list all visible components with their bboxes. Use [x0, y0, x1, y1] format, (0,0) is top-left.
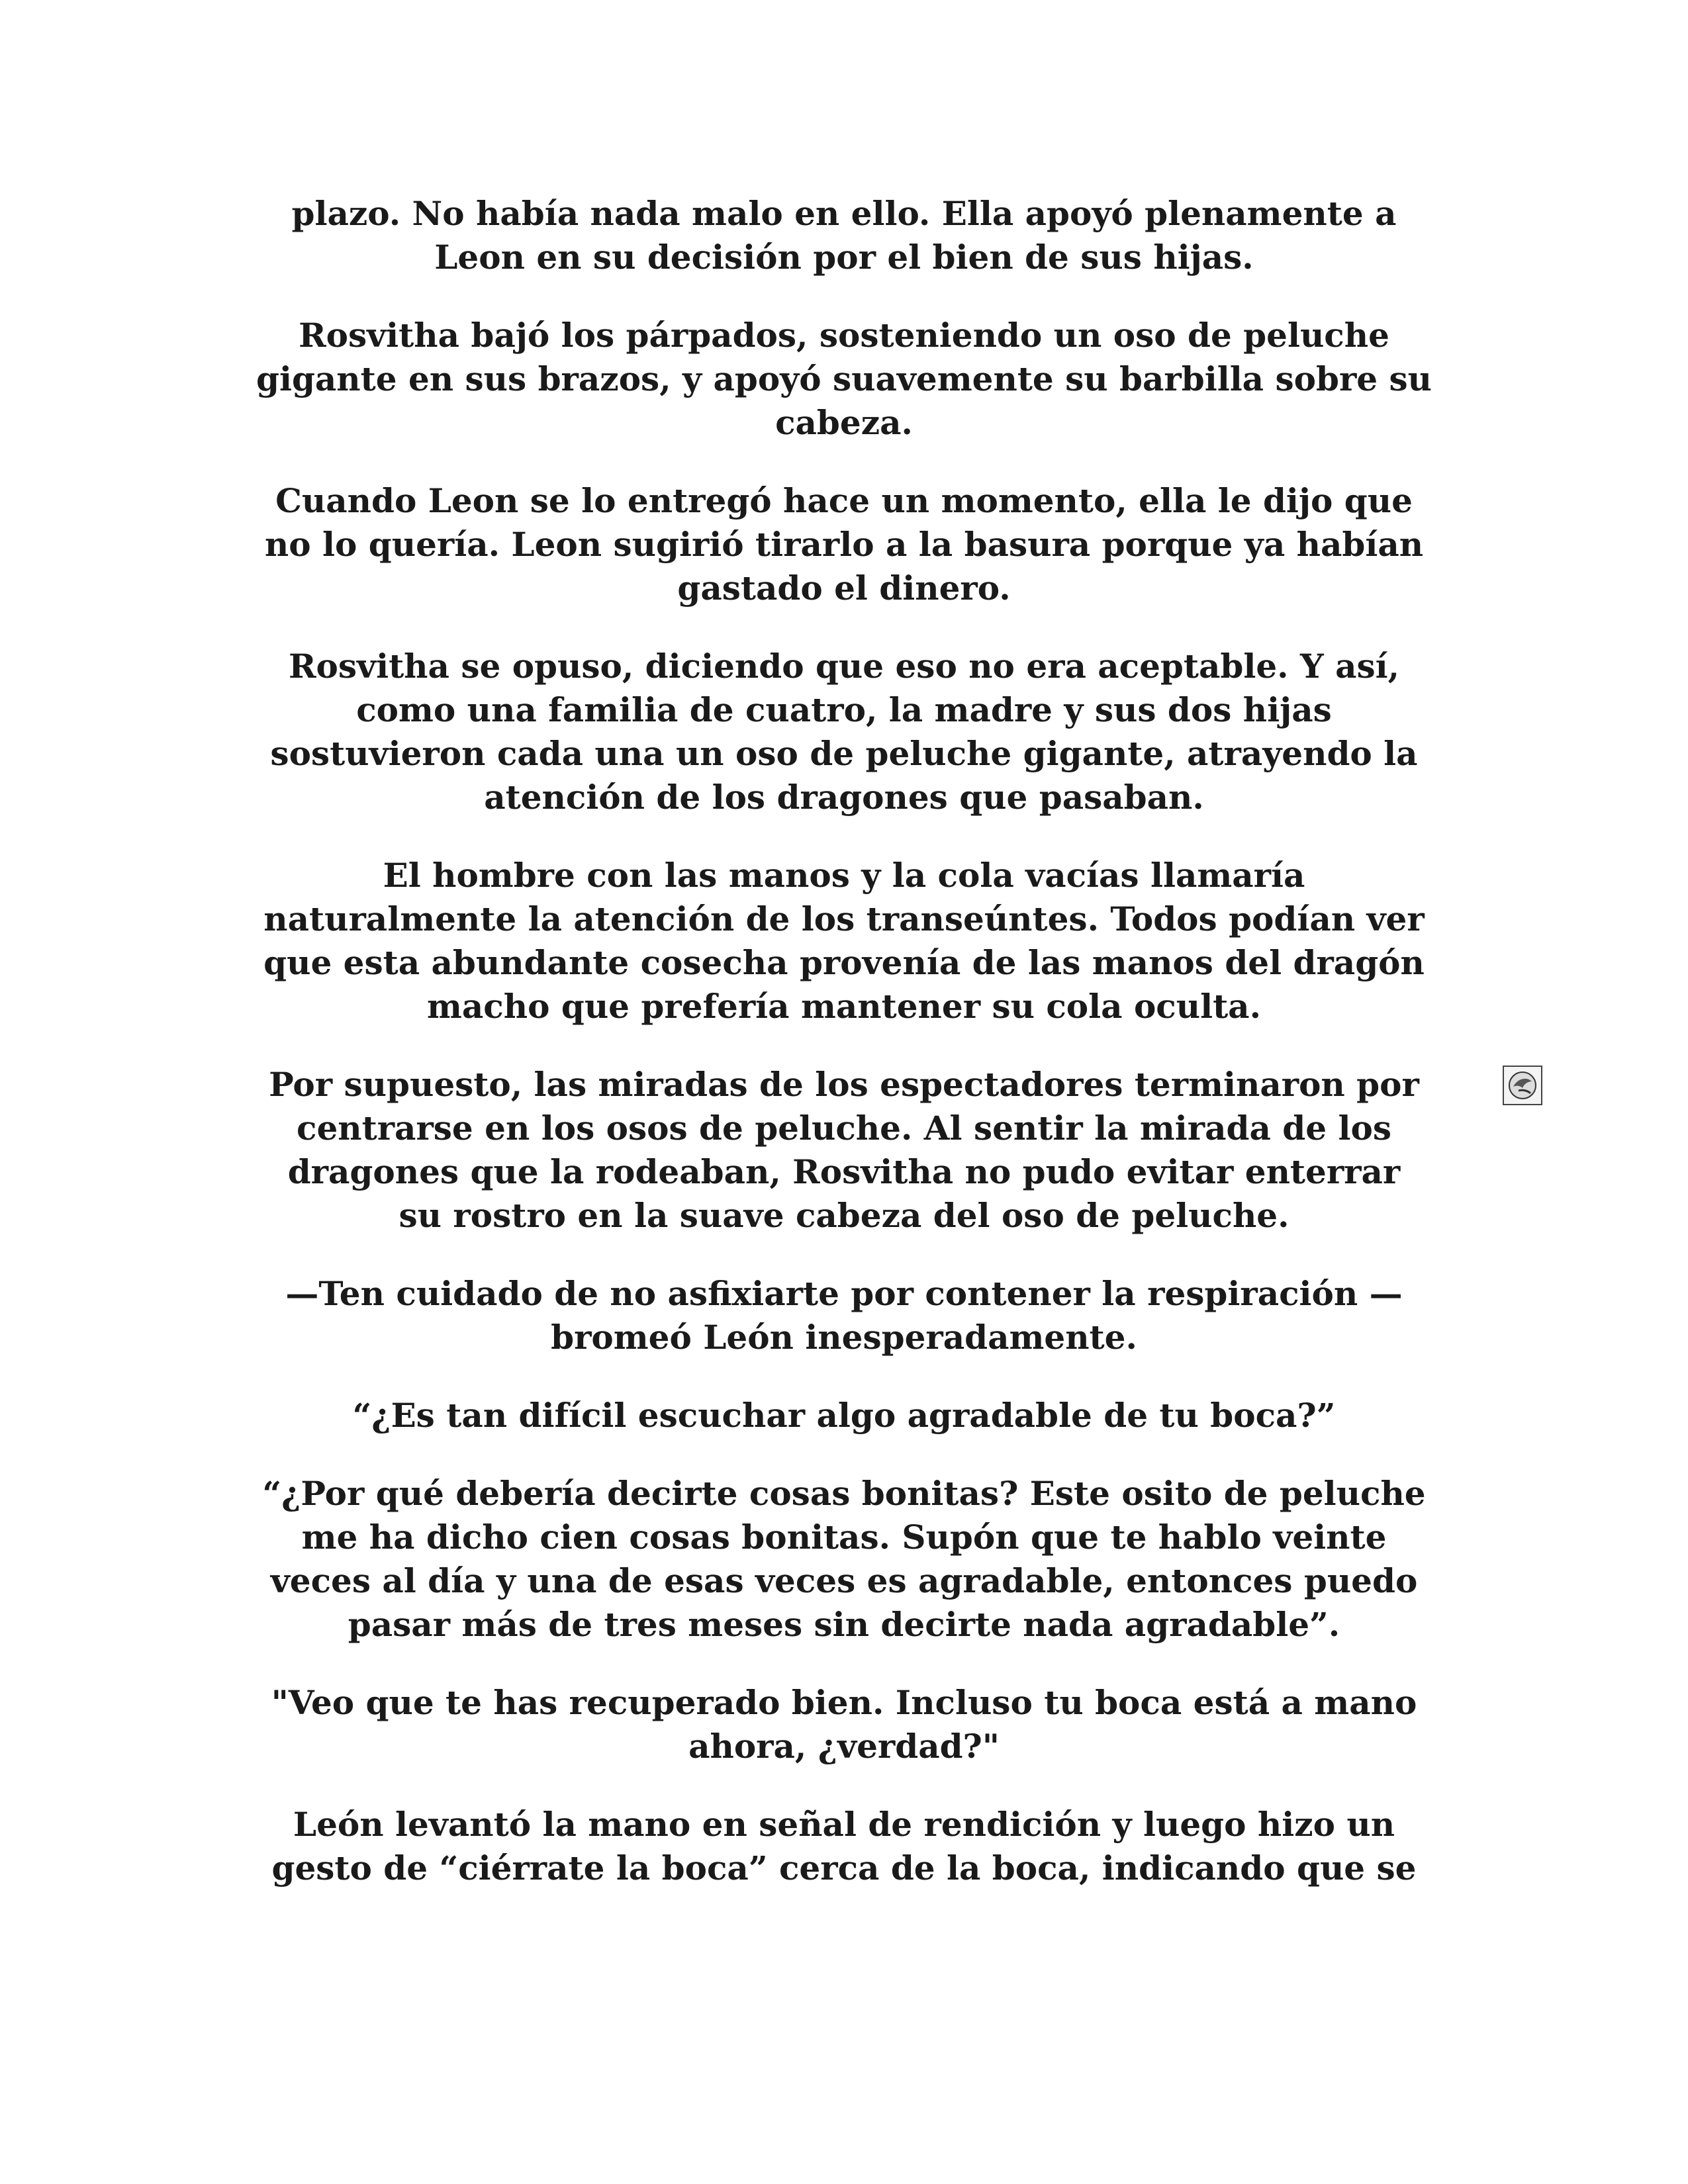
paragraph-8: “¿Es tan difícil escuchar algo agradable de tu boca?” [352, 1396, 1336, 1435]
paragraph-2: Rosvitha bajó los párpados, sosteniendo un oso de peluche gigante en sus brazos, y apoyó suavemente su barbilla sobre su cabeza. [256, 316, 1432, 442]
paragraph-6: Por supuesto, las miradas de los espectadores terminaron por centrarse en los osos de peluche. Al sentir la mirada de los dragones que la rodeaban, Rosvitha no pudo evitar enterrar su rostro en la suave cabeza del oso de peluche. [269, 1065, 1419, 1235]
paragraph-4: Rosvitha se opuso, diciendo que eso no era aceptable. Y así, como una familia de cuatro, la madre y sus dos hijas sostuvieron cada una un oso de peluche gigante, atrayendo la atención de los dragones que pasaban. [270, 647, 1418, 817]
paragraph-7: —Ten cuidado de no asfixiarte por contener la respiración — bromeó León inesperadamente. [285, 1274, 1403, 1357]
paragraph-10: "Veo que te has recuperado bien. Incluso tu boca está a mano ahora, ¿verdad?" [271, 1683, 1417, 1766]
paragraph-5: El hombre con las manos y la cola vacías llamaría naturalmente la atención de los transeúntes. Todos podían ver que esta abundante cosecha provenía de las manos del dragón macho que prefería mantener su cola oculta. [263, 856, 1425, 1026]
paragraph-3: Cuando Leon se lo entregó hace un momento, ella le dijo que no lo quería. Leon sugirió tirarlo a la basura porque ya habían gastado el dinero. [264, 481, 1424, 608]
dragon-emblem-icon [1503, 1066, 1542, 1105]
paragraph-1: plazo. No había nada malo en ello. Ella apoyó plenamente a Leon en su decisión por el bien de sus hijas. [291, 194, 1397, 277]
paragraph-9: “¿Por qué debería decirte cosas bonitas? Este osito de peluche me ha dicho cien cosas bonitas. Supón que te hablo veinte veces al día y una de esas veces es agradable, entonces puedo pasar más de tres meses sin decirte nada agradable”. [262, 1474, 1426, 1644]
paragraph-11: León levantó la mano en señal de rendición y luego hizo un gesto de “ciérrate la boca” cerca de la boca, indicando que se [271, 1805, 1417, 1888]
body-text [225, 192, 1463, 1925]
